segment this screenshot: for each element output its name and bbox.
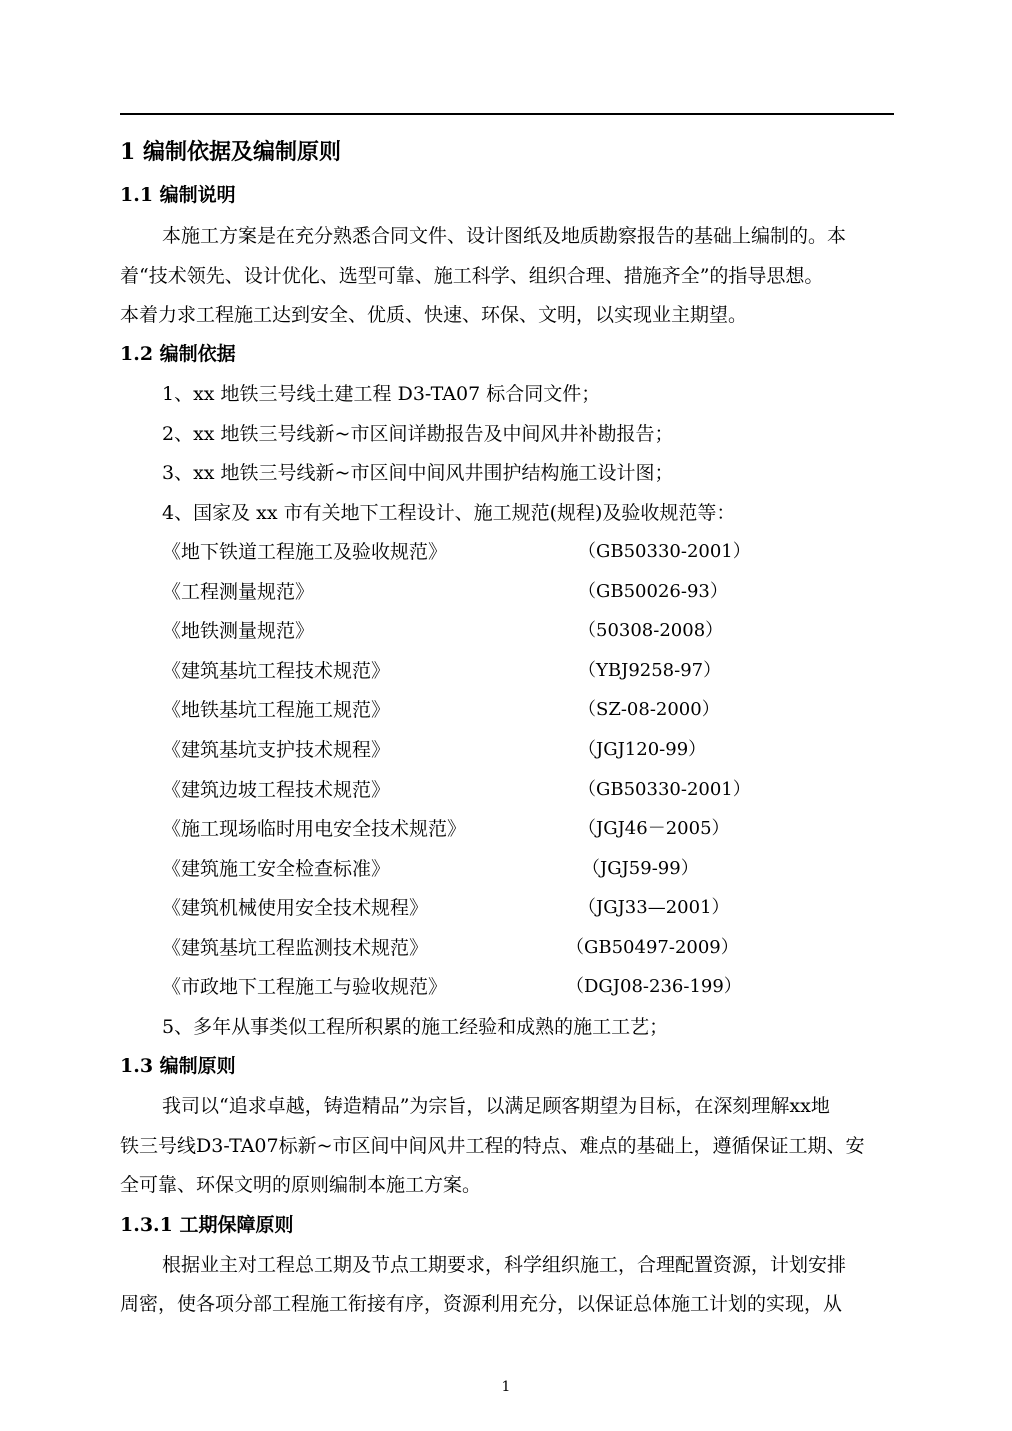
paragraph-line: 铁三号线D3-TA07标新~市区间中间风井工程的特点、难点的基础上，遵循保证工期、安: [120, 1135, 865, 1157]
ref-code: （JGJ46－2005）: [578, 818, 730, 839]
ref-title: 《建筑基坑工程监测技术规范》: [162, 937, 429, 959]
ref-code: （50308-2008）: [578, 620, 724, 641]
basis-item: 3、xx 地铁三号线新~市区间中间风井围护结构施工设计图；: [162, 462, 674, 484]
section-1-3-1-heading: 1.3.1 工期保障原则: [120, 1214, 294, 1236]
paragraph-line: 周密，使各项分部工程施工衔接有序，资源利用充分，以保证总体施工计划的实现，从: [120, 1293, 843, 1315]
section-1-heading: 1 编制依据及编制原则: [120, 139, 341, 165]
ref-code: （JGJ59-99）: [582, 858, 699, 879]
paragraph-line: 本着力求工程施工达到安全、优质、快速、环保、文明，以实现业主期望。: [120, 304, 748, 326]
ref-title: 《建筑机械使用安全技术规程》: [162, 897, 429, 919]
basis-item: 4、国家及 xx 市有关地下工程设计、施工规范(规程)及验收规范等：: [162, 502, 736, 524]
basis-item: 2、xx 地铁三号线新~市区间详勘报告及中间风井补勘报告；: [162, 423, 674, 445]
ref-code: （DGJ08-236-199）: [566, 976, 742, 997]
ref-code: （GB50026-93）: [578, 581, 728, 602]
ref-code: （JGJ120-99）: [578, 739, 707, 760]
ref-code: （YBJ9258-97）: [578, 660, 722, 681]
ref-title: 《施工现场临时用电安全技术规范》: [162, 818, 467, 840]
paragraph-line: 我司以“追求卓越，铸造精品”为宗旨，以满足顾客期望为目标，在深刻理解xx地: [162, 1095, 830, 1117]
section-1-3-heading: 1.3 编制原则: [120, 1055, 236, 1077]
ref-code: （GB50497-2009）: [566, 937, 739, 958]
basis-item: 5、多年从事类似工程所积累的施工经验和成熟的施工工艺；: [162, 1016, 669, 1038]
ref-title: 《地铁测量规范》: [162, 620, 315, 642]
paragraph-line: 全可靠、环保文明的原则编制本施工方案。: [120, 1174, 482, 1196]
paragraph-line: 本施工方案是在充分熟悉合同文件、设计图纸及地质勘察报告的基础上编制的。本: [162, 225, 847, 247]
ref-title: 《地铁基坑工程施工规范》: [162, 699, 391, 721]
header-rule: [120, 113, 894, 115]
ref-title: 《建筑基坑工程技术规范》: [162, 660, 391, 682]
ref-title: 《建筑施工安全检查标准》: [162, 858, 391, 880]
ref-title: 《地下铁道工程施工及验收规范》: [162, 541, 448, 563]
paragraph-line: 根据业主对工程总工期及节点工期要求，科学组织施工，合理配置资源，计划安排: [162, 1254, 847, 1276]
paragraph-line: 着“技术领先、设计优化、选型可靠、施工科学、组织合理、措施齐全”的指导思想。: [120, 265, 824, 287]
ref-code: （GB50330-2001）: [578, 541, 751, 562]
ref-code: （GB50330-2001）: [578, 779, 751, 800]
ref-code: （JGJ33—2001）: [578, 897, 730, 918]
page-number: 1: [501, 1379, 511, 1395]
ref-title: 《建筑边坡工程技术规范》: [162, 779, 391, 801]
ref-title: 《工程测量规范》: [162, 581, 315, 603]
section-1-1-heading: 1.1 编制说明: [120, 184, 236, 206]
section-1-2-heading: 1.2 编制依据: [120, 343, 236, 365]
ref-code: （SZ-08-2000）: [578, 699, 720, 720]
ref-title: 《建筑基坑支护技术规程》: [162, 739, 391, 761]
ref-title: 《市政地下工程施工与验收规范》: [162, 976, 448, 998]
basis-item: 1、xx 地铁三号线土建工程 D3-TA07 标合同文件；: [162, 383, 601, 405]
